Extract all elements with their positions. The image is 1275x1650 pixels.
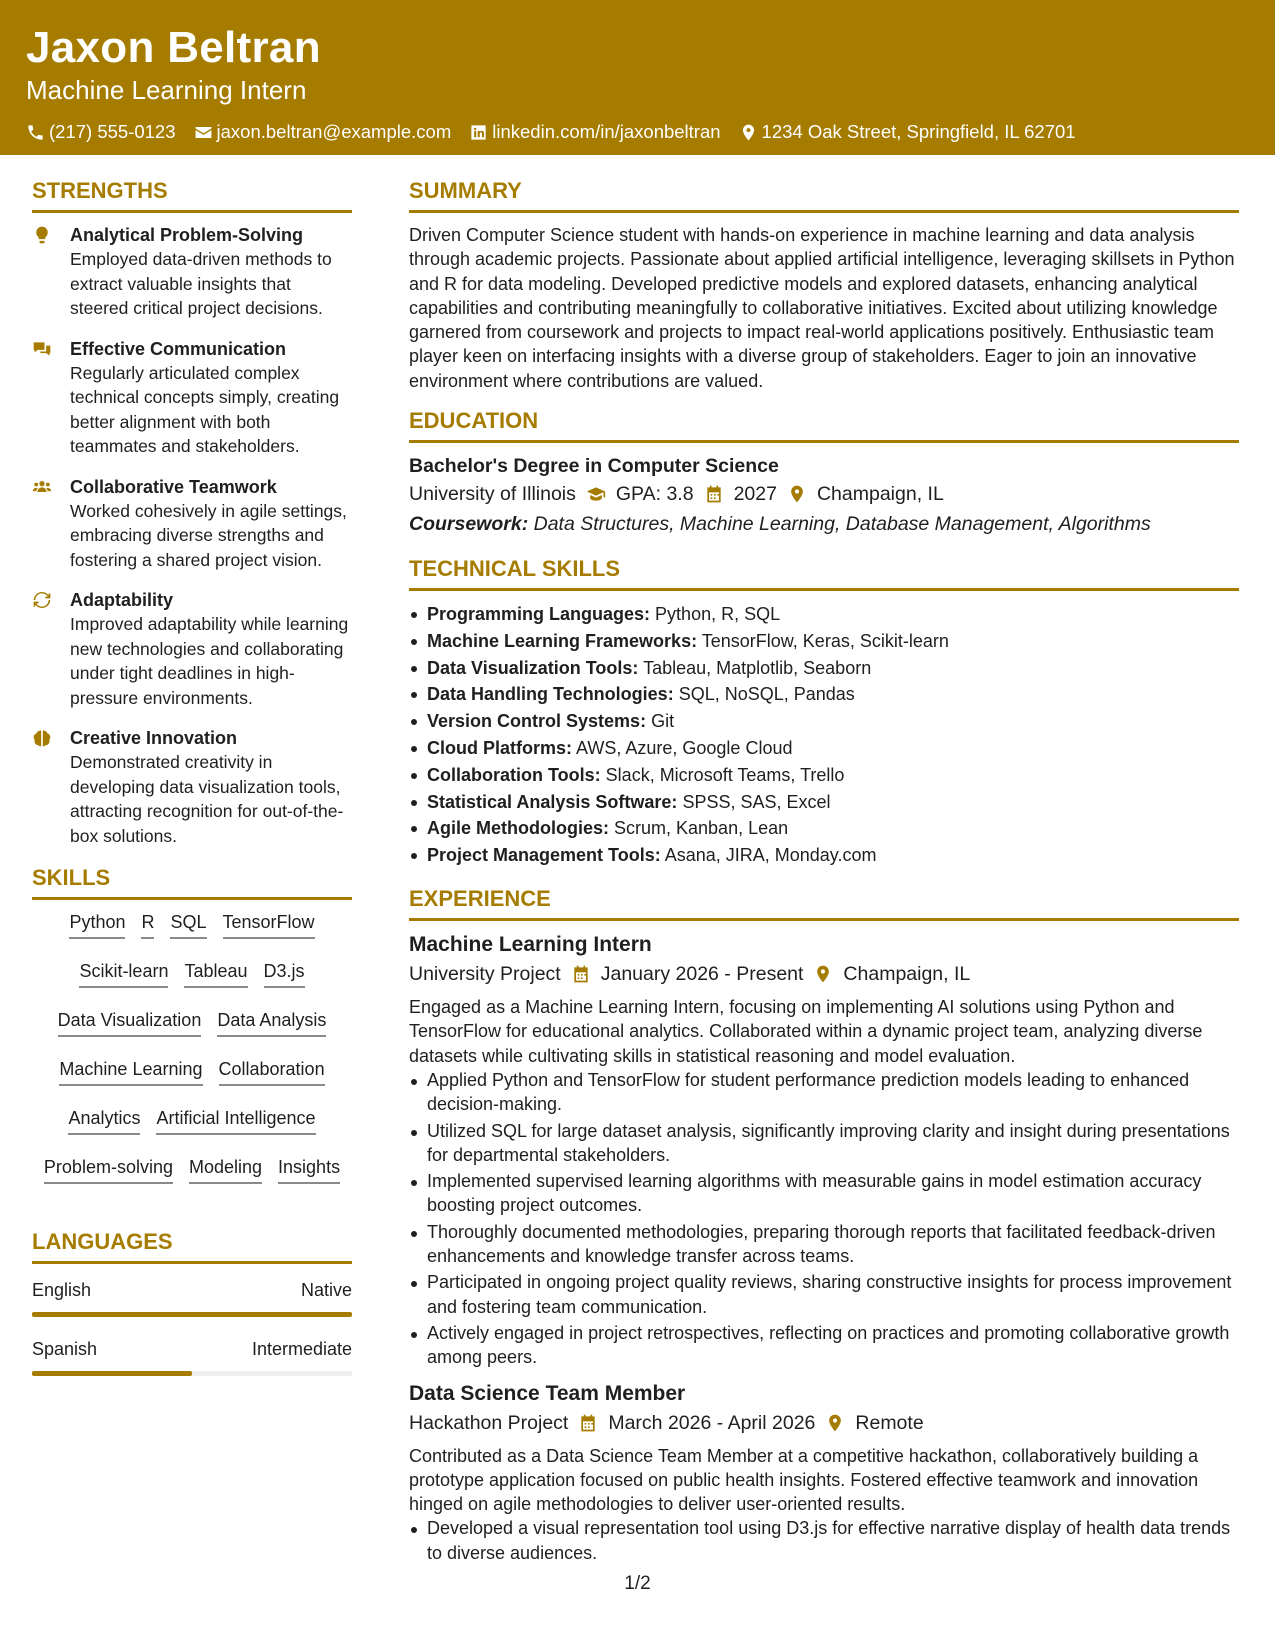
lightbulb-icon — [32, 225, 52, 245]
coursework-text: Data Structures, Machine Learning, Database Management, Algorithms — [533, 513, 1151, 536]
gpa-text: GPA: 3.8 — [615, 483, 694, 506]
tech-skill-label: Statistical Analysis Software: — [427, 791, 678, 812]
education-meta — [409, 479, 1239, 509]
phone-icon — [26, 123, 45, 142]
list-item — [409, 681, 1239, 708]
calendar-icon — [578, 1413, 598, 1433]
skill-tag: Analytics — [68, 1106, 140, 1135]
list-item — [409, 842, 1239, 869]
strength-title: Effective Communication — [70, 338, 287, 359]
map-marker-icon — [813, 964, 833, 984]
skill-tag: Data Analysis — [217, 1008, 326, 1037]
envelope-icon — [194, 123, 213, 142]
linkedin-icon — [469, 123, 488, 142]
right-column — [409, 177, 1239, 1575]
strength-title: Analytical Problem-Solving — [70, 225, 304, 245]
email-text: jaxon.beltran@example.com — [216, 121, 452, 142]
tech-skill-label: Version Control Systems: — [427, 711, 647, 732]
skill-tag: Data Visualization — [58, 1008, 202, 1037]
language-bar-fill — [32, 1312, 352, 1317]
tech-skill-label: Data Visualization Tools: — [427, 657, 639, 678]
tech-skill-value: AWS, Azure, Google Cloud — [576, 738, 793, 759]
strength-item — [32, 223, 352, 321]
language-row — [32, 1278, 352, 1302]
tech-skill-label: Machine Learning Frameworks: — [427, 630, 698, 651]
calendar-icon — [571, 964, 591, 984]
job-meta — [409, 1408, 1239, 1438]
job-description: Contributed as a Data Science Team Member at a competitive hackathon, collaboratively building a prototype application focused on public health insights. Fostered effective teamwork and innovation hinged on agile methodologies to deliver user-oriented results. — [409, 1445, 1199, 1515]
skill-tag: D3.js — [264, 959, 305, 988]
skills-tags — [32, 910, 352, 1204]
coursework-label: Coursework: — [409, 513, 529, 536]
list-item — [409, 708, 1239, 735]
job-entry — [409, 931, 1239, 1369]
list-item — [409, 815, 1239, 842]
job-location: Champaign, IL — [843, 963, 971, 986]
page-number: 1/2 — [624, 1573, 651, 1594]
list-item — [409, 601, 1239, 628]
strengths-heading: STRENGTHS — [32, 177, 352, 213]
strength-desc: Demonstrated creativity in developing data visualization tools, attracting recognition for out-of-the-box solutions. — [70, 752, 344, 846]
skill-tag: Collaboration — [219, 1057, 325, 1086]
graduation-cap-icon — [586, 484, 606, 504]
tech-skill-label: Programming Languages: — [427, 604, 651, 625]
tech-skill-label: Project Management Tools: — [427, 845, 661, 866]
list-item: Developed a visual representation tool using D3.js for effective narrative display of health data trends to diverse audiences. — [409, 1516, 1239, 1565]
job-description: Engaged as a Machine Learning Intern, focusing on implementing AI solutions using Python and TensorFlow for educational analytics. Collaborated within a dynamic project team, analyzing diverse datasets while cultivating skills in statistical reasoning and model evaluation. — [409, 997, 1203, 1066]
skill-tag: Python — [69, 910, 125, 939]
tech-skill-label: Data Handling Technologies: — [427, 684, 674, 705]
skill-tag: Artificial Intelligence — [156, 1106, 315, 1135]
phone-text: (217) 555-0123 — [49, 121, 176, 142]
list-item — [409, 735, 1239, 762]
contact-phone[interactable] — [26, 120, 176, 144]
strengths-list — [32, 223, 352, 848]
list-item: Implemented supervised learning algorithms with measurable gains in model estimation accuracy boosting project outcomes. — [409, 1169, 1239, 1218]
technical-skills-list — [409, 601, 1239, 869]
skill-tag: Scikit-learn — [79, 959, 168, 988]
list-item: Thoroughly documented methodologies, preparing thorough reports that facilitated feedback-driven enhancements and knowledge transfer across teams. — [409, 1220, 1239, 1269]
candidate-role: Machine Learning Intern — [26, 75, 307, 105]
sync-icon — [32, 590, 52, 610]
job-dates: January 2026 - Present — [600, 963, 804, 986]
skill-tag: TensorFlow — [223, 910, 315, 939]
education-location: Champaign, IL — [816, 483, 944, 506]
users-icon — [32, 477, 52, 497]
job-title: Machine Learning Intern — [409, 933, 652, 957]
strength-desc: Regularly articulated complex technical concepts simply, creating better alignment with both teammates and stakeholders. — [70, 362, 340, 456]
tech-skill-label: Collaboration Tools: — [427, 764, 601, 785]
languages-heading: LANGUAGES — [32, 1228, 352, 1264]
summary-text: Driven Computer Science student with hands-on experience in machine learning and data analysis through academic projects. Passionate about applied artificial intelligence, leveraging skillsets in Python and R for data modeling. Developed predictive models and explored datasets, enhancing analytical capabilities and contributing meaningfully to collaborative initiatives. Excited about utilizing knowledge garnered from coursework and projects to impact real-world applications positively. Enthusiastic team player keen on interfacing insights with a diverse group of stakeholders. Eager to join an innovative environment where contributions are valued. — [409, 225, 1235, 391]
school-name: University of Illinois — [409, 483, 576, 506]
tech-skill-label: Cloud Platforms: — [427, 738, 573, 759]
list-item: Applied Python and TensorFlow for student performance prediction models leading to enhanced decision-making. — [409, 1068, 1239, 1117]
list-item — [409, 789, 1239, 816]
tech-skill-value: Scrum, Kanban, Lean — [614, 818, 789, 839]
map-marker-icon — [787, 484, 807, 504]
tech-skill-value: Slack, Microsoft Teams, Trello — [605, 764, 845, 785]
candidate-name: Jaxon Beltran — [26, 23, 321, 72]
contact-bar — [26, 120, 1249, 144]
strength-item — [32, 337, 352, 459]
job-meta — [409, 959, 1239, 989]
header — [0, 0, 1275, 155]
tech-skill-value: SQL, NoSQL, Pandas — [678, 684, 855, 705]
list-item: Actively engaged in project retrospectives, reflecting on practices and promoting collaborative growth among peers. — [409, 1321, 1239, 1370]
experience-heading: EXPERIENCE — [409, 885, 1239, 921]
map-marker-icon — [825, 1413, 845, 1433]
strength-item — [32, 475, 352, 573]
degree-title: Bachelor's Degree in Computer Science — [409, 455, 779, 478]
calendar-icon — [704, 484, 724, 504]
language-level: Intermediate — [251, 1339, 352, 1359]
list-item — [409, 762, 1239, 789]
education-heading: EDUCATION — [409, 407, 1239, 443]
strength-desc: Improved adaptability while learning new technologies and collaborating under tight deadlines in high-pressure environments. — [70, 614, 349, 708]
skill-tag: Modeling — [189, 1155, 262, 1184]
skill-tag: Problem-solving — [44, 1155, 173, 1184]
job-entry — [409, 1380, 1239, 1565]
job-title: Data Science Team Member — [409, 1381, 686, 1405]
skills-heading: SKILLS — [32, 864, 352, 900]
job-org: University Project — [409, 963, 561, 986]
strength-title: Creative Innovation — [70, 728, 238, 748]
tech-skill-label: Agile Methodologies: — [427, 818, 609, 839]
tech-skill-value: Python, R, SQL — [655, 604, 781, 625]
left-column — [32, 177, 352, 1396]
strength-title: Adaptability — [70, 590, 174, 610]
job-org: Hackathon Project — [409, 1411, 569, 1434]
contact-linkedin[interactable] — [469, 120, 720, 144]
linkedin-text: linkedin.com/in/jaxonbeltran — [492, 121, 721, 142]
language-name: Spanish — [32, 1339, 98, 1359]
languages-list — [32, 1278, 352, 1376]
contact-address — [739, 120, 1076, 144]
map-marker-icon — [739, 123, 758, 142]
list-item — [409, 655, 1239, 682]
language-name: English — [32, 1280, 92, 1300]
strength-item — [32, 588, 352, 710]
tech-skill-value: Git — [651, 711, 675, 732]
skill-tag: Machine Learning — [59, 1057, 202, 1086]
skill-tag: Tableau — [184, 959, 247, 988]
contact-email[interactable] — [194, 120, 452, 144]
language-bar-fill — [32, 1371, 192, 1376]
skill-tag: Insights — [278, 1155, 340, 1184]
strength-title: Collaborative Teamwork — [70, 476, 277, 497]
coursework — [409, 509, 1239, 539]
skill-tag: SQL — [170, 910, 206, 939]
tech-skill-value: TensorFlow, Keras, Scikit-learn — [701, 630, 949, 651]
strength-desc: Worked cohesively in agile settings, embracing diverse strengths and fostering a shared project vision. — [70, 500, 347, 570]
language-row — [32, 1337, 352, 1361]
strength-item — [32, 726, 352, 848]
tech-skill-value: Tableau, Matplotlib, Seaborn — [643, 657, 872, 678]
brain-icon — [32, 728, 52, 748]
job-bullets — [409, 1516, 1239, 1565]
job-dates: March 2026 - April 2026 — [608, 1411, 816, 1434]
job-location: Remote — [855, 1411, 924, 1434]
strength-desc: Employed data-driven methods to extract valuable insights that steered critical project decisions. — [70, 249, 332, 318]
summary-heading: SUMMARY — [409, 177, 1239, 213]
language-level: Native — [300, 1280, 352, 1300]
tech-skill-value: SPSS, SAS, Excel — [682, 791, 831, 812]
address-text: 1234 Oak Street, Springfield, IL 62701 — [761, 121, 1076, 142]
job-bullets — [409, 1068, 1239, 1370]
language-bar — [32, 1371, 352, 1376]
technical-skills-heading: TECHNICAL SKILLS — [409, 555, 1239, 591]
list-item: Participated in ongoing project quality reviews, sharing constructive insights for process improvement and fostering team communication. — [409, 1270, 1239, 1319]
graduation-year: 2027 — [733, 483, 777, 506]
skill-tag: R — [141, 910, 154, 939]
list-item: Utilized SQL for large dataset analysis, significantly improving clarity and insight during presentations for departmental stakeholders. — [409, 1119, 1239, 1168]
tech-skill-value: Asana, JIRA, Monday.com — [664, 845, 877, 866]
list-item — [409, 628, 1239, 655]
comments-icon — [32, 339, 52, 359]
language-bar — [32, 1312, 352, 1317]
